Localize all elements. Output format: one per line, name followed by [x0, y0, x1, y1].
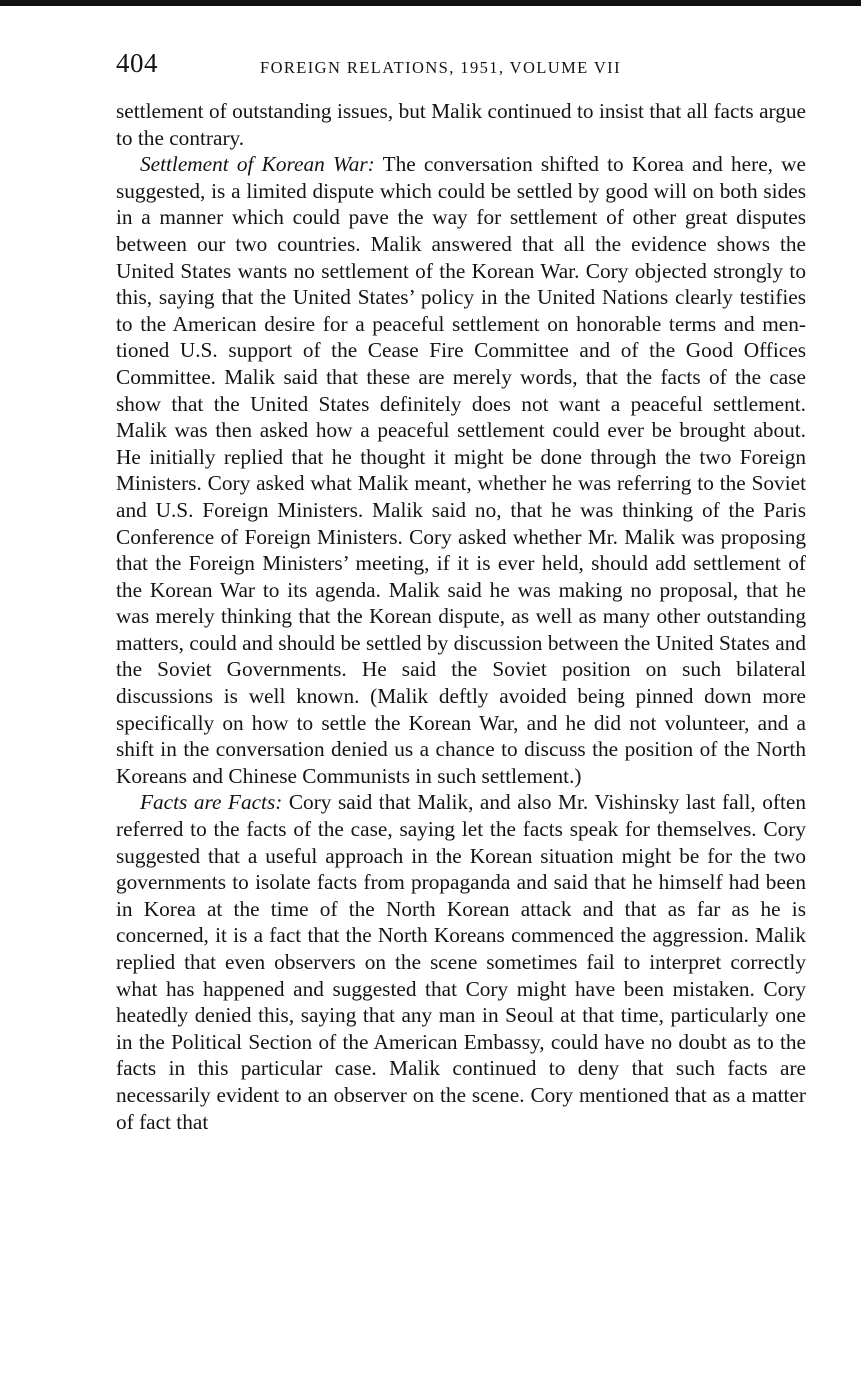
paragraph-facts-are-facts	[116, 789, 806, 1135]
paragraph-lead: Facts are Facts:	[140, 790, 283, 815]
paragraph-continuation	[116, 98, 806, 151]
paragraph-lead: Settlement of Korean War:	[140, 152, 375, 177]
paragraph-text: settlement of outstanding issues, but Malik continued to insist that all facts argue to the contrary.	[116, 99, 806, 150]
paragraph-text: The conversation shifted to Korea and here, we suggested, is a limited dispute which could be settled by good will on both sides in a manner which could pave the way for settlement of other great disputes between our two countries. Malik answered that all the evidence shows the United States wants no settlement of the Korean War. Cory objected strongly to this, saying that the United States’ policy in the United Nations clearly testifies to the American desire for a peaceful settlement on honorable terms and mentioned U.S. support of the Cease Fire Committee and of the Good Offices Committee. Malik said that these are merely words, that the facts of the case show that the United States definitely does not want a peaceful settlement. Malik was then asked how a peaceful settlement could ever be brought about. He initially replied that he thought it might be done through the two Foreign Ministers. Cory asked what Malik meant, whether he was referring to the Soviet and U.S. Foreign Ministers. Malik said no, that he was thinking of the Paris Conference of Foreign Ministers. Cory asked whether Mr. Malik was proposing that the Foreign Ministers’ meeting, if it is ever held, should add settlement of the Korean War to its agenda. Malik said he was making no proposal, that he was merely thinking that the Korean dispute, as well as many other outstanding matters, could and should be settled by discussion between the United States and the Soviet Governments. He said the Soviet position on such bilateral discussions is well known. (Malik deftly avoided being pinned down more specifically on how to settle the Korean War, and he did not volunteer, and a shift in the conversation denied us a chance to discuss the position of the North Koreans and Chinese Communists in such settlement.)	[116, 152, 806, 788]
paragraph-text: Cory said that Malik, and also Mr. Vishinsky last fall, often referred to the facts of the case, saying let the facts speak for themselves. Cory suggested that a useful approach in the Korean situation might be for the two governments to isolate facts from propaganda and said that he himself had been in Korea at the time of the North Korean attack and that as far as he is concerned, it is a fact that the North Koreans commenced the aggression. Malik replied that even observers on the scene sometimes fail to interpret correctly what has happened and suggested that Cory might have been mistaken. Cory heatedly denied this, saying that any man in Seoul at that time, particularly one in the Political Section of the American Embassy, could have no doubt as to the facts in this particular case. Malik continued to deny that such facts are necessarily evident to an observer on the scene. Cory mentioned that as a matter of fact that	[116, 790, 806, 1134]
document-page	[116, 48, 806, 1135]
page-number: 404	[116, 48, 158, 78]
running-title: FOREIGN RELATIONS, 1951, VOLUME VII	[260, 58, 621, 77]
paragraph-settlement-of-korean-war	[116, 151, 806, 789]
top-edge-rule	[0, 0, 861, 6]
running-header	[116, 48, 806, 88]
